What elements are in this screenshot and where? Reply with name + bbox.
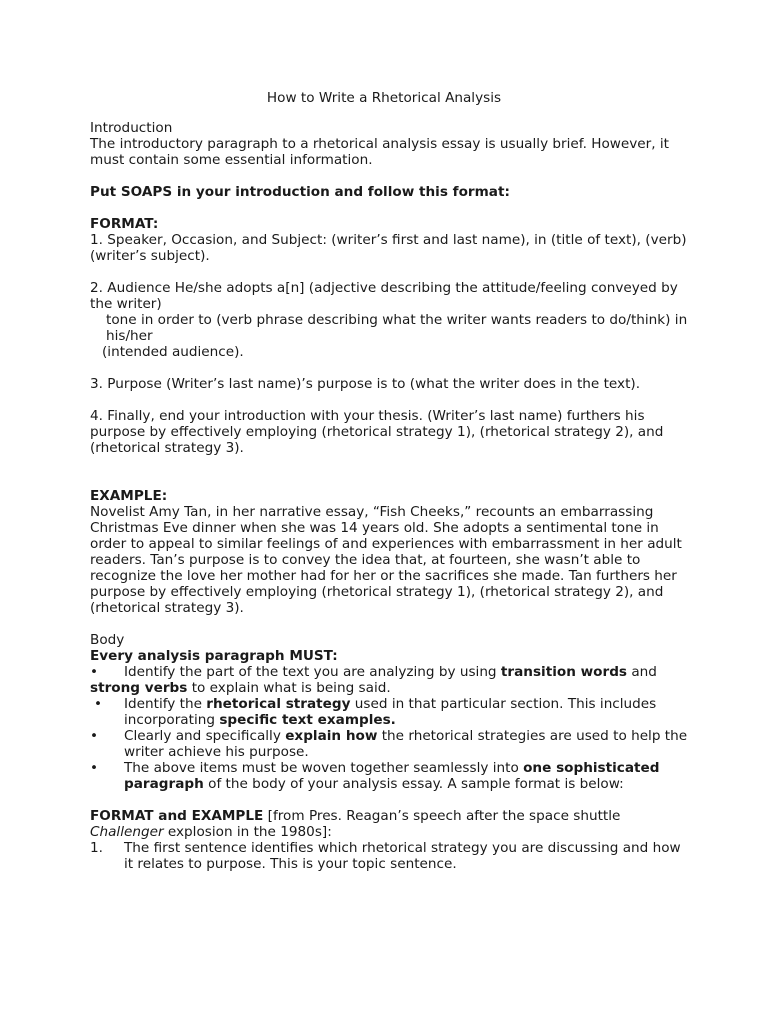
format-example-item-1 bbox=[90, 840, 690, 872]
format-item-1: 1. Speaker, Occasion, and Subject: (writer’s first and last name), in (title of text), (verb) (writer’s subject). bbox=[90, 232, 687, 264]
example-text: Novelist Amy Tan, in her narrative essay, “Fish Cheeks,” recounts an embarrassing Christmas Eve dinner when she was 14 years old. She adopts a sentimental tone in order to appeal to similar feelings of and experiences with embarrassment in her adult readers. Tan’s purpose is to convey the idea that, at fourteen, she wasn’t able to recognize the love her mother had for her or the sacrifices she made. Tan furthers her purpose by effectively employing (rhetorical strategy 1), (rhetorical strategy 2), and (rhetorical strategy 3). bbox=[90, 504, 682, 616]
format-item-2: 2. Audience He/she adopts a[n] (adjective describing the attitude/feeling conveyed by the writer) bbox=[90, 280, 678, 312]
body-bullet-3 bbox=[90, 728, 690, 760]
body-bullet-4 bbox=[90, 760, 690, 792]
format-heading: FORMAT: bbox=[90, 216, 159, 232]
document-title: How to Write a Rhetorical Analysis bbox=[266, 90, 502, 106]
item-text: The first sentence identifies which rhetorical strategy you are discussing and how it relates to purpose. This is your topic sentence. bbox=[124, 840, 681, 872]
intro-text: The introductory paragraph to a rhetorical analysis essay is usually brief. However, it must contain some essential information. bbox=[90, 136, 669, 168]
bullet-text: The above items must be woven together seamlessly into one sophisticated paragraph of the body of your analysis essay. A sample format is below: bbox=[124, 760, 660, 792]
format-item-2-continued: tone in order to (verb phrase describing what the writer wants readers to do/think) in his/her bbox=[106, 312, 688, 344]
format-example-heading: FORMAT and EXAMPLE [from Pres. Reagan’s speech after the space shuttle Challenger explosion in the 1980s]: bbox=[90, 808, 621, 840]
bullet-text: Identify the part of the text you are analyzing by using transition words and strong verbs to explain what is being said. bbox=[90, 664, 657, 696]
body-heading: Body bbox=[90, 632, 125, 648]
bullet-text: Identify the rhetorical strategy used in that particular section. This includes incorporating specific text examples. bbox=[124, 696, 657, 728]
example-heading: EXAMPLE: bbox=[90, 488, 168, 504]
body-subheading: Every analysis paragraph MUST: bbox=[90, 648, 338, 664]
format-item-2-audience: (intended audience). bbox=[102, 344, 244, 360]
bullet-marker: • bbox=[90, 760, 99, 776]
bullet-marker: • bbox=[94, 696, 103, 712]
soaps-instruction: Put SOAPS in your introduction and follow this format: bbox=[90, 184, 510, 200]
intro-heading: Introduction bbox=[90, 120, 173, 136]
format-item-3: 3. Purpose (Writer’s last name)’s purpose is to (what the writer does in the text). bbox=[90, 376, 641, 392]
bullet-text: Clearly and specifically explain how the rhetorical strategies are used to help the writer achieve his purpose. bbox=[124, 728, 688, 760]
item-number: 1. bbox=[90, 840, 103, 856]
body-bullet-2 bbox=[90, 696, 690, 728]
body-bullet-1 bbox=[90, 664, 690, 696]
format-item-4: 4. Finally, end your introduction with your thesis. (Writer’s last name) furthers his purpose by effectively employing (rhetorical strategy 1), (rhetorical strategy 2), and (rhetorical strategy 3). bbox=[90, 408, 664, 456]
document-body bbox=[90, 86, 690, 872]
bullet-marker: • bbox=[90, 664, 99, 680]
bullet-marker: • bbox=[90, 728, 99, 744]
